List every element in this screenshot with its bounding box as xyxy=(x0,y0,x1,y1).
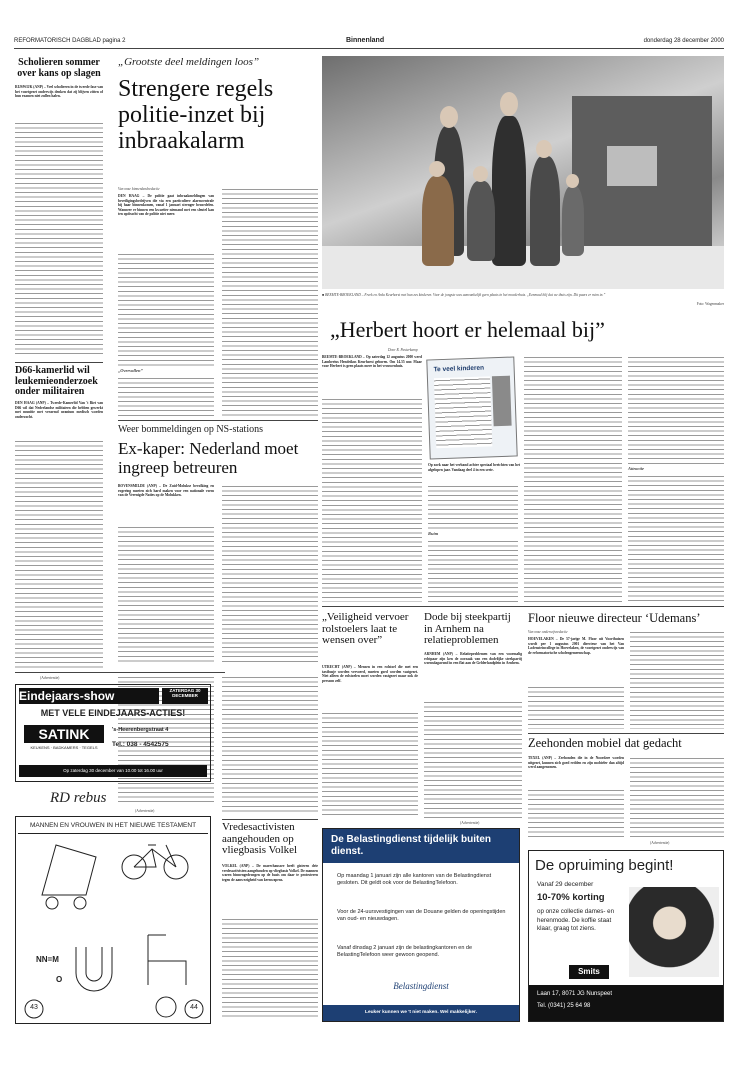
rebus-bicycle xyxy=(122,845,188,879)
smits-tel: Tel. (0341) 25 64 98 xyxy=(537,1003,591,1009)
rebus-o: O xyxy=(56,975,63,984)
volkel-body xyxy=(222,917,318,1017)
arnhem-headline: Dode bij steekpartij in Arnhem na relatieproblemen xyxy=(424,611,511,647)
ns-body-col2b xyxy=(222,675,318,815)
herbert-lead: BEEMTE-BROEKLAND – Op zaterdag 12 augustus 2000 werd Lamberius Hendrikus Keurhorst geboren. Om 14.55 uur. Maar voor Herbert is geen plaats meer in het vrouwenhuis. xyxy=(322,355,422,369)
herbert-subhead-ruim: Ruim xyxy=(428,531,439,536)
main-body-col2 xyxy=(222,187,318,416)
photo-head xyxy=(500,92,518,116)
photo-head xyxy=(536,140,552,158)
main-body-col1 xyxy=(118,252,214,367)
photo-credit: Foto: Wagenmaker xyxy=(696,302,724,306)
masthead-left: REFORMATORISCH DAGBLAD pagina 2 xyxy=(14,38,126,44)
herbert-body-col1 xyxy=(322,397,422,602)
ad-eindejaars-banner: MET VELE EINDEJAARS-ACTIES! xyxy=(40,708,186,718)
herbert-clipping xyxy=(426,356,517,459)
herbert-bottom-rule xyxy=(322,606,724,607)
belasting-slogan: Leuker kunnen we 't niet maken. Wel makkelijker. xyxy=(323,1005,519,1021)
smits-address: Laan 17, 8071 JG Nunspeet xyxy=(537,991,613,997)
main-subhead: „Overvallen” xyxy=(118,368,143,373)
article-d66-title: D66-kamerlid wil leukemieonderzoek onder militairen xyxy=(15,365,98,397)
clipping-text xyxy=(434,376,492,448)
rebus-number-44: 44 xyxy=(190,1004,198,1011)
rebus-title: MANNEN EN VROUWEN IN HET NIEUWE TESTAMENT xyxy=(18,819,208,834)
volkel-lead: VOLKEL (ANP) – De marechaussee heeft gisteren drie vredesactivisten aangehouden op vliegbasis Volkel. De mannen waren binnengedrongen op de basis om daar te protesteren tegen de aanwezigheid van kernwapens. xyxy=(222,864,318,882)
arnhem-advertentie: (Advertentie) xyxy=(460,821,480,825)
article-d66-lead: DEN HAAG (ANP) – Tweede-Kamerlid Van 't Riet van D66 wil dat Nederlandse militairen die hebben gewerkt met munitie met verarmd uranium medisch worden onderzocht. xyxy=(15,401,103,419)
herbert-body-col4b xyxy=(628,474,724,602)
ad-smits xyxy=(528,850,724,1022)
ad-eindejaars xyxy=(15,684,211,782)
masthead-date: donderdag 28 december 2000 xyxy=(643,38,724,44)
rolstoel-lead: UTRECHT (ANP) – Mensen in een rolstoel die met een taxibusje worden vervoerd, moeten goed worden vastgezet. Niet alleen de rolstoelen moet worden vastgezet maar ook de persoon zelf. xyxy=(322,665,418,683)
volkel-headline: Vredesactivisten aangehouden op vliegbasis Volkel xyxy=(222,821,298,857)
main-headline: Strengere regels politie-inzet bij inbraakalarm xyxy=(118,76,274,154)
rebus-drawings xyxy=(16,835,210,1023)
herbert-body-col2b xyxy=(428,539,518,602)
ad-eindejaars-date: ZATERDAG 30 DECEMBER xyxy=(162,688,208,704)
udemans-body-col1 xyxy=(528,685,624,729)
ad-eindejaars-brand: SATINK xyxy=(24,725,104,743)
udemans-lead: HOEVELAKEN – De 57-jarige M. Floor uit Voorthuizen wordt per 1 augustus 2001 directeur van het Van Lodensteincollege in Hoevelaken, de voortgezet onderwijs van de reformatorische scholengemeenschap. xyxy=(528,637,624,655)
photo-person xyxy=(492,116,526,266)
clipping-title: Te veel kinderen xyxy=(433,364,485,374)
photo-head xyxy=(566,174,579,188)
smits-title: De opruiming begint! xyxy=(535,857,674,874)
belasting-p3: Vanaf dinsdag 2 januari zijn de belastingkantoren en de BelastingTelefoon weer gewoon geopend. xyxy=(337,945,473,958)
rolstoel-body xyxy=(322,711,418,819)
photo-caption: ■ BEEMTE-BROEKLAND – Freek en Arda Keurhorst met hun zes kinderen. Voor de jongste was aanvankelijk geen plaats in het moederhuis. „Eenmaal blij dat we thuis zijn. Dit paars er ruim in.” xyxy=(322,293,606,297)
smits-text: op onze collectie dames- en herenmode. De koffie staat klaar, graag tot ziens. xyxy=(537,908,615,932)
col1-divider xyxy=(15,362,103,363)
zeehond-lead: TEXEL (ANP) – Zeehonden die in de Noordzee worden uitgezet, kunnen zich goed redden en zijn mobieler dan altijd werd aangenomen. xyxy=(528,756,624,770)
zeehond-body-col1 xyxy=(528,788,624,838)
photo-head xyxy=(440,106,458,128)
herbert-body-col3 xyxy=(524,355,622,602)
ns-advertentie: (Advertentie) xyxy=(135,809,155,813)
article-scholieren-title: Scholieren sommer over kans op slagen xyxy=(17,57,101,79)
belasting-logo: Belastingdienst xyxy=(393,981,449,991)
volkel-rule xyxy=(222,819,318,820)
photo-person xyxy=(530,156,560,266)
col1-bottom-rule xyxy=(15,672,225,673)
ad-eindejaars-sub: KEUKENS · BADKAMERS · TEGELS xyxy=(30,745,98,750)
arnhem-body xyxy=(424,700,522,819)
zeehond-advertentie: (Advertentie) xyxy=(650,841,670,845)
rebus-number-43: 43 xyxy=(30,1004,38,1011)
udemans-body-col2 xyxy=(630,630,724,729)
ns-body-col1 xyxy=(118,525,214,665)
family-photo xyxy=(322,56,724,289)
main-divider xyxy=(118,420,318,421)
smits-brand: Smits xyxy=(569,965,609,979)
rebus-ball xyxy=(156,997,176,1017)
belasting-p1: Op maandag 1 januari zijn alle kantoren van de Belastingdienst gesloten. Dit geldt ook voor de BelastingTelefoon. xyxy=(337,873,492,886)
ad-eindejaars-title: Eindejaars-show xyxy=(19,688,159,704)
rebus-label: RD rebus xyxy=(50,790,107,806)
article-d66-body xyxy=(15,439,103,668)
rebus-box xyxy=(15,816,211,1024)
main-kicker: „Grootste deel meldingen loos” xyxy=(118,56,260,68)
photo-window xyxy=(607,146,657,186)
belasting-p2: Voor de 24-uursvestigingen van de Douane gelden de openingstijden van oud- en nieuwdagen. xyxy=(337,909,506,922)
rebus-cart xyxy=(42,845,96,909)
herbert-body-col4 xyxy=(628,355,724,465)
article-scholieren-body xyxy=(15,121,103,357)
ns-kicker: Weer bommeldingen op NS-stations xyxy=(118,424,264,435)
rebus-magnet xyxy=(76,947,112,991)
rolstoel-headline: „Veiligheid vervoer rolstoelers laat te wensen over” xyxy=(322,611,409,647)
ns-body-col2 xyxy=(222,484,318,665)
smits-discount: 10-70% korting xyxy=(537,892,605,903)
photo-head xyxy=(429,161,445,177)
ad-eindejaars-hours: Op zaterdag 30 december van 10.00 tot 16.00 uur xyxy=(19,765,207,777)
main-lead: DEN HAAG – De politie gaat inbraakmeldingen van beveiligingsbedrijven die via een particuliere alarmcentrale bij haar binnenkomen, vanaf 1 januari strenger beoordelen. Wanneer er binnen een kwartier niemand met een sleutel kan ten opdracht van de politie niet meer. xyxy=(118,194,214,217)
rebus-nn: NN=M xyxy=(36,955,59,964)
masthead xyxy=(14,38,724,48)
udemans-headline: Floor nieuwe directeur ‘Udemans’ xyxy=(528,611,701,625)
ns-headline: Ex-kaper: Nederland moet ingreep betreuren xyxy=(118,439,299,477)
clipping-caption: Op zoek naar het verband achter speciaal berichten van het afgelopen jaar. Vandaag deel 4 in een serie. xyxy=(428,463,520,472)
ad-eindejaars-tel: Tel.: 038 - 4542575 xyxy=(112,741,169,748)
photo-person xyxy=(562,186,584,256)
masthead-rule xyxy=(14,48,724,49)
main-byline: Van onze binnenlandredactie xyxy=(118,187,160,191)
photo-person xyxy=(467,181,495,261)
smits-date: Vanaf 29 december xyxy=(537,881,594,888)
ad-eindejaars-address: 's-Heerenbergstraat 4 xyxy=(112,727,169,733)
herbert-headline: „Herbert hoort er helemaal bij” xyxy=(330,317,605,342)
main-body-col1b xyxy=(118,376,214,416)
eindejaars-advertentie: (Advertentie) xyxy=(40,676,60,680)
clipping-photo xyxy=(492,376,512,427)
udemans-rule xyxy=(528,733,724,734)
article-scholieren-lead: RIJSWIJK (ANP) – Veel scholieren in de tweede fase van het voortgezet onderwijs denken dat zij blijven zitten of hun examen niet zullen halen. xyxy=(15,85,103,99)
herbert-body-col2 xyxy=(428,484,518,529)
smits-model-photo xyxy=(629,887,719,977)
herbert-byline: Door R. Pasterkamp xyxy=(388,348,418,352)
ad-belastingdienst xyxy=(322,828,520,1022)
section-name: Binnenland xyxy=(346,37,385,44)
belasting-title: De Belastingdienst tijdelijk buiten dienst. xyxy=(323,829,519,863)
photo-head xyxy=(473,166,488,182)
ns-lead: BOVENSMILDE (ANP) – De Zuid-Molukse bevolking en rogering moeten zich hard maken voor een nationale vorm van de Verenigde Naties op de Molukken. xyxy=(118,484,214,498)
udemans-byline: Van onze onderwijsredactie xyxy=(528,630,568,634)
herbert-subhead-attractie: Attractie xyxy=(628,466,644,471)
zeehond-body-col2 xyxy=(630,756,724,838)
arnhem-lead: ARNHEM (ANP) – Relatieproblemen van een voormalig echtpaar zijn ken de oorzaak van een dodelijke steekpartij woensdagavond in een flat aan de Gelderlandplein in Arnhem. xyxy=(424,652,522,666)
photo-person xyxy=(422,176,454,266)
rebus-chair xyxy=(148,935,186,985)
zeehond-headline: Zeehonden mobiel dat gedacht xyxy=(528,736,682,750)
